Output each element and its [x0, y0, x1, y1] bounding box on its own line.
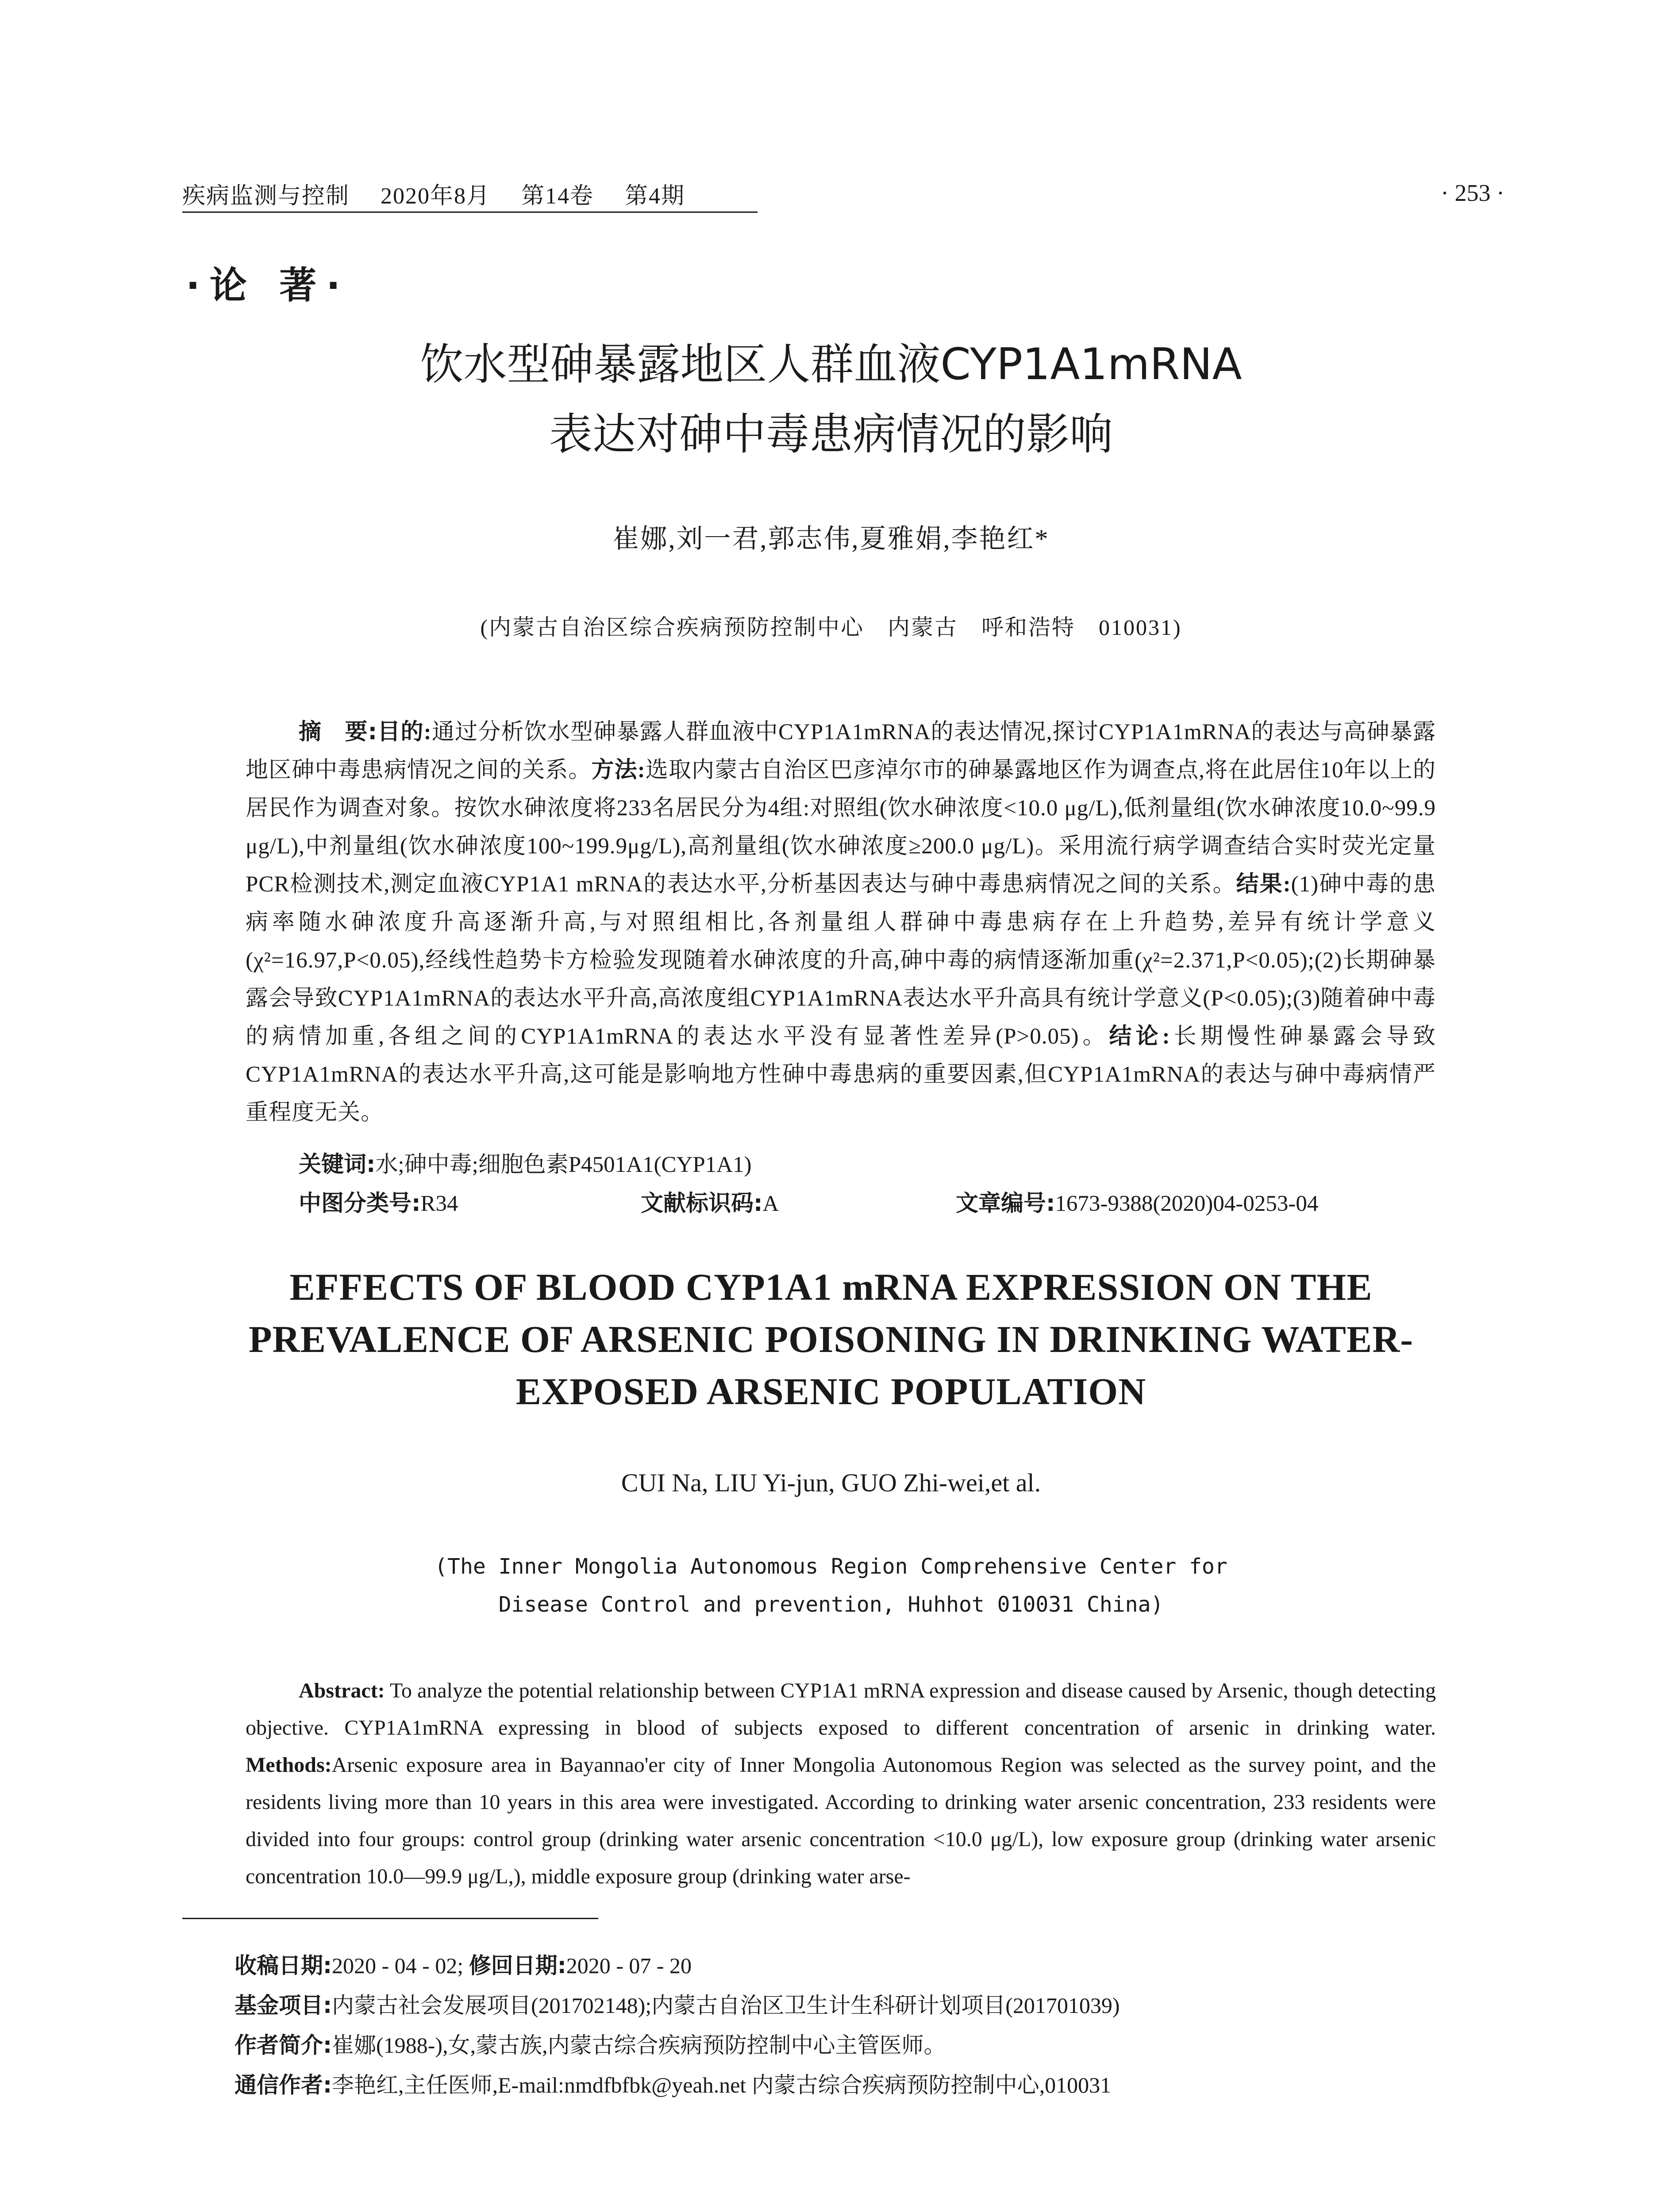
bio-value: 崔娜(1988-),女,蒙古族,内蒙古综合疾病预防控制中心主管医师。 [332, 2033, 946, 2058]
title-cn [0, 330, 1662, 469]
keywords-row [299, 1146, 751, 1179]
keywords-value: 水;砷中毒;细胞色素P4501A1(CYP1A1) [375, 1152, 752, 1177]
title-cn-line-2: 表达对砷中毒患病情况的影响 [549, 409, 1113, 460]
fund-label: 基金项目: [235, 1993, 332, 2018]
received-value: 2020 - 04 - 02; [332, 1953, 464, 1978]
affiliation-en-line-1: (The Inner Mongolia Autonomous Region Comprehensive Center for [435, 1554, 1227, 1579]
footnote-fund [235, 1985, 1120, 2025]
authors-en: CUI Na, LIU Yi-jun, GUO Zhi-wei,et al. [621, 1468, 1041, 1497]
header-rule [182, 211, 758, 213]
doc-code-label: 文献标识码: [641, 1190, 763, 1217]
article-no-row [956, 1185, 1318, 1217]
methods-label: 方法: [591, 758, 646, 783]
conclusion-text: 长期慢性砷暴露会导致CYP1A1mRNA的表达水平升高,这可能是影响地方性砷中毒患病的重要因素,但CYP1A1mRNA的表达与砷中毒病情严重程度无关。 [246, 1024, 1436, 1125]
title-en-line-3: EXPOSED ARSENIC POPULATION [516, 1370, 1146, 1413]
journal-name: 疾病监测与控制 [182, 184, 350, 209]
affiliation-en [0, 1548, 1662, 1624]
methods-text: 选取内蒙古自治区巴彦淖尔市的砷暴露地区作为调查点,将在此居住10年以上的居民作为调查对象。按饮水砷浓度将233名居民分为4组:对照组(饮水砷浓度<10.0 μg/L),低剂量组(饮水砷浓度10.0~99.9 μg/L),中剂量组(饮水砷浓度100~199.9μg/L),高剂量组(饮水砷浓度≥200.0 μg/L)。采用流行病学调查结合实时荧光定量PCR检测技术,测定血液CYP1A1 mRNA的表达水平,分析基因表达与砷中毒患病情况之间的关系。 [246, 758, 1436, 897]
clc-value: R34 [420, 1191, 458, 1216]
clc-label: 中图分类号: [299, 1190, 421, 1217]
footnote-bio [235, 2025, 1120, 2065]
abstract-en [246, 1672, 1436, 1895]
affiliation-en-line-2: Disease Control and prevention, Huhhot 010031 China) [498, 1592, 1164, 1617]
objective-text: 通过分析饮水型砷暴露人群血液中CYP1A1mRNA的表达情况,探讨CYP1A1mRNA的表达与高砷暴露地区砷中毒患病情况之间的关系。 [246, 720, 1436, 783]
abstract-cn [246, 713, 1436, 1132]
page-number: · 253 · [1441, 180, 1504, 206]
conclusion-label: 结论: [1109, 1024, 1170, 1049]
article-no-value: 1673-9388(2020)04-0253-04 [1055, 1191, 1319, 1216]
fund-value: 内蒙古社会发展项目(201702148);内蒙古自治区卫生计生科研计划项目(201701039) [332, 1993, 1120, 2018]
authors-cn: 崔娜,刘一君,郭志伟,夏雅娟,李艳红* [612, 524, 1050, 553]
section-label: ·论 著· [186, 264, 350, 307]
article-no-label: 文章编号: [956, 1190, 1055, 1217]
doc-code-row [641, 1185, 779, 1217]
abstract-cn-paragraph [246, 713, 1436, 1132]
title-en [0, 1261, 1662, 1417]
corr-value: 李艳红,主任医师,E-mail:nmdfbfbk@yeah.net 内蒙古综合疾病预防控制中心,010031 [332, 2073, 1112, 2097]
abstract-en-paragraph [246, 1672, 1436, 1895]
results-text: (1)砷中毒的患病率随水砷浓度升高逐渐升高,与对照组相比,各剂量组人群砷中毒患病存在上升趋势,差异有统计学意义(χ²=16.97,P<0.05),经线性趋势卡方检验发现随着水砷浓度的升高,砷中毒的病情逐渐加重(χ²=2.371,P<0.05);(2)长期砷暴露会导致CYP1A1mRNA的表达水平升高,高浓度组CYP1A1mRNA表达水平升高具有统计学意义(P<0.05);(3)随着砷中毒的病情加重,各组之间的CYP1A1mRNA的表达水平没有显著性差异(P>0.05)。 [246, 872, 1436, 1049]
revised-label: 修回日期: [469, 1953, 566, 1978]
revised-value: 2020 - 07 - 20 [566, 1953, 692, 1978]
footnote-dates [235, 1946, 1120, 1985]
issue-date: 2020年8月 [381, 184, 491, 209]
corr-label: 通信作者: [235, 2072, 332, 2098]
keywords-label: 关键词: [299, 1152, 376, 1178]
title-cn-line-1: 饮水型砷暴露地区人群血液CYP1A1mRNA [420, 339, 1242, 390]
footnotes [235, 1946, 1120, 2105]
methods-en-label: Methods: [246, 1753, 332, 1777]
issue: 第4期 [625, 184, 685, 209]
running-header [182, 177, 716, 210]
footnote-rule [182, 1918, 598, 1919]
title-en-line-1: EFFECTS OF BLOOD CYP1A1 mRNA EXPRESSION ON THE [289, 1266, 1373, 1308]
abstract-en-label: Abstract: [299, 1679, 385, 1702]
bio-label: 作者简介: [235, 2032, 332, 2058]
received-label: 收稿日期: [235, 1953, 332, 1978]
title-en-line-2: PREVALENCE OF ARSENIC POISONING IN DRINKING WATER- [248, 1318, 1413, 1360]
footnote-corresponding [235, 2065, 1120, 2105]
objective-label: 目的: [377, 720, 432, 745]
results-label: 结果: [1236, 872, 1291, 897]
abstract-en-text-2: Arsenic exposure area in Bayannao'er city of Inner Mongolia Autonomous Region was selected as the survey point, and the residents living more than 10 years in this area were investigated. According to drinking water arsenic concentration, 233 residents were divided into four groups: control group (drinking water arsenic concentration <10.0 μg/L), low exposure group (drinking water arsenic concentration 10.0—99.9 μg/L,), middle exposure group (drinking water arse- [246, 1753, 1436, 1888]
affiliation-cn: (内蒙古自治区综合疾病预防控制中心 内蒙古 呼和浩特 010031) [480, 615, 1182, 640]
clc-row [299, 1185, 458, 1217]
doc-code-value: A [762, 1191, 779, 1216]
abstract-label: 摘 要: [299, 719, 378, 745]
volume: 第14卷 [521, 184, 594, 209]
abstract-en-text-1: To analyze the potential relationship between CYP1A1 mRNA expression and disease caused by Arsenic, though detecting objective. CYP1A1mRNA expressing in blood of subjects exposed to different concentration of arsenic in drinking water. [246, 1679, 1436, 1740]
